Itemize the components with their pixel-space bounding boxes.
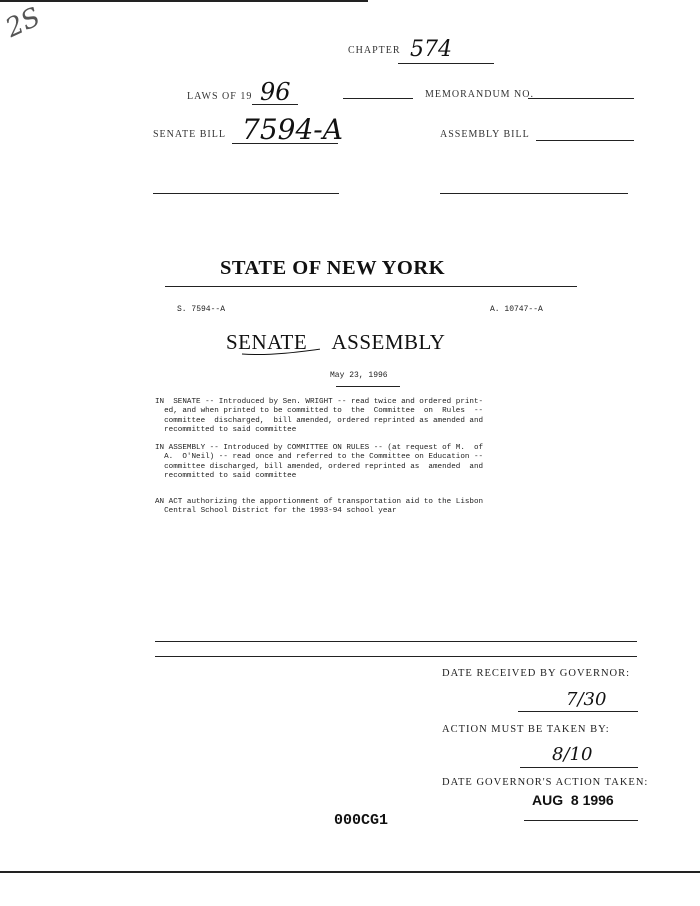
received-value: 7/30 <box>566 689 607 710</box>
chapter-label: CHAPTER <box>348 45 401 56</box>
state-title: STATE OF NEW YORK <box>220 257 446 279</box>
senate-line: committee discharged, bill amended, ordered reprinted as amended and <box>155 416 484 425</box>
lower-rule-1 <box>155 641 637 642</box>
handwritten-strike-mark <box>240 328 320 368</box>
house-title-assembly: ASSEMBLY <box>331 330 446 354</box>
assembly-paragraph <box>155 444 483 482</box>
laws-label: LAWS OF 19 <box>187 91 253 102</box>
assembly-bill-number: A. 10747--A <box>490 305 543 314</box>
senate-bill-number: S. 7594--A <box>177 305 226 314</box>
top-border <box>0 0 368 2</box>
senate-line: recommitted to said committee <box>155 426 297 435</box>
page-code: 000CG1 <box>334 812 389 829</box>
taken-label: DATE GOVERNOR'S ACTION TAKEN: <box>442 777 649 788</box>
action-line <box>520 767 638 768</box>
memorandum-label: MEMORANDUM NO. <box>425 89 535 100</box>
act-paragraph <box>155 498 483 517</box>
assembly-line: committee discharged, bill amended, ordered reprinted as amended and <box>155 462 484 471</box>
assembly-bill-line <box>536 140 634 141</box>
date-rule <box>336 386 400 387</box>
taken-value: AUG 8 1996 <box>532 792 614 808</box>
assembly-line: IN ASSEMBLY -- Introduced by COMMITTEE ON RULES -- (at request of M. of <box>155 444 484 452</box>
act-line: Central School District for the 1993-94 school year <box>155 507 397 516</box>
assembly-line: A. O'Neil) -- read once and referred to the Committee on Education -- <box>155 453 484 462</box>
laws-extra-line <box>343 98 413 99</box>
senate-line: IN SENATE -- Introduced by Sen. WRIGHT -- read twice and ordered print- <box>155 398 484 406</box>
senate-line: ed, and when printed to be committed to the Committee on Rules -- <box>155 407 484 416</box>
house-title-senate: SENATE <box>226 330 308 354</box>
senate-bill-label: SENATE BILL <box>153 129 226 140</box>
act-line: AN ACT authorizing the apportionment of transportation aid to the Lisbon <box>155 498 484 506</box>
assembly-line: recommitted to said committee <box>155 472 297 481</box>
blank-line-left <box>153 193 339 194</box>
senate-bill-value: 7594-A <box>242 113 343 146</box>
received-line <box>518 711 638 712</box>
received-label: DATE RECEIVED BY GOVERNOR: <box>442 668 631 679</box>
senate-paragraph <box>155 398 483 436</box>
senate-bill-line <box>232 143 338 144</box>
taken-line <box>524 820 638 821</box>
chapter-value: 574 <box>410 37 452 62</box>
memorandum-line <box>528 98 634 99</box>
blank-line-right <box>440 193 628 194</box>
action-value: 8/10 <box>552 744 593 765</box>
date: May 23, 1996 <box>330 371 388 380</box>
lower-rule-2 <box>155 656 637 657</box>
action-label: ACTION MUST BE TAKEN BY: <box>442 724 610 735</box>
laws-line <box>252 104 298 105</box>
laws-value: 96 <box>260 78 291 106</box>
assembly-bill-label: ASSEMBLY BILL <box>440 129 530 140</box>
bottom-border <box>0 871 700 873</box>
state-title-rule <box>165 286 577 287</box>
corner-mark: 2S <box>1 2 46 44</box>
chapter-line <box>398 63 494 64</box>
